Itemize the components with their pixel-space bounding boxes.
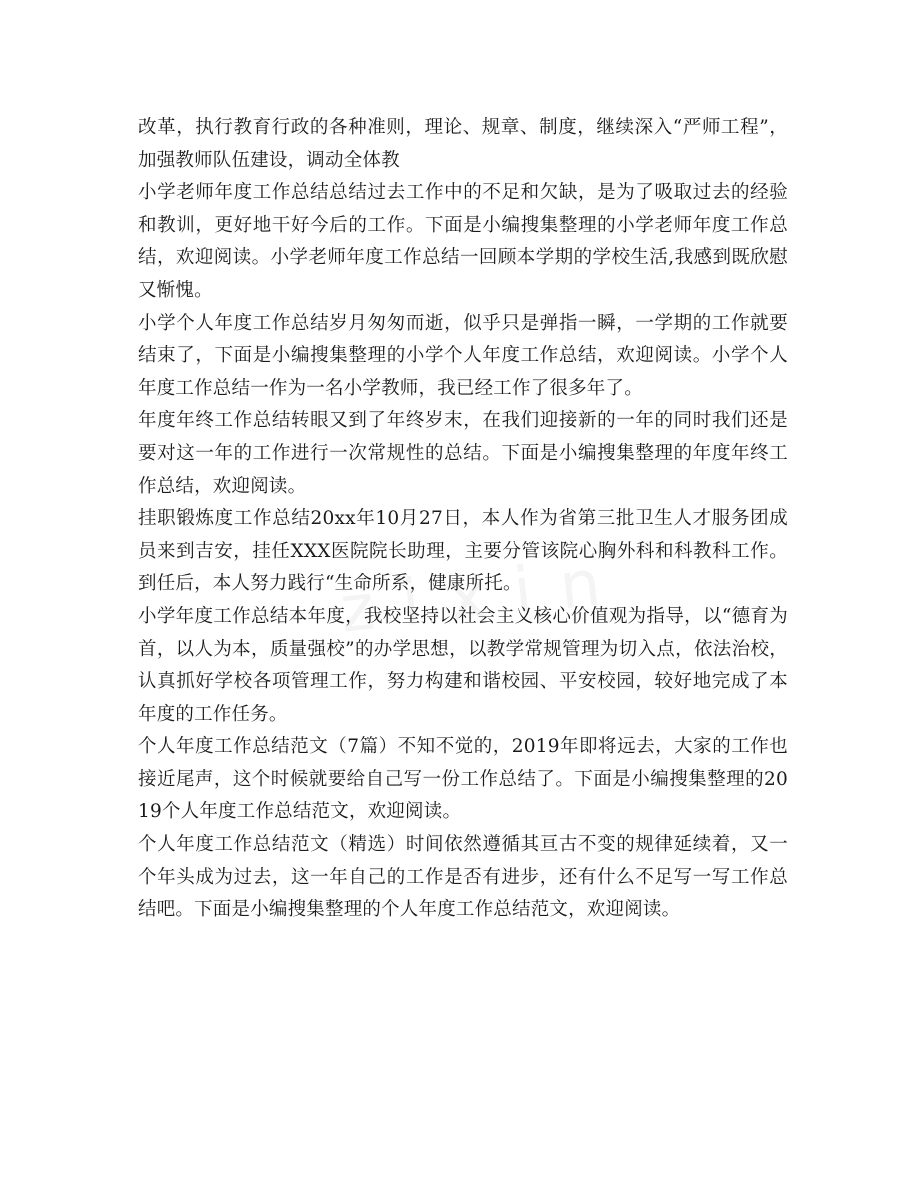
paragraph-1: 改革，执行教育行政的各种准则，理论、规章、制度，继续深入“严师工程”，加强教师队伍建设，调动全体教 [138,117,788,171]
paragraph-8: 个人年度工作总结范文（精选）时间依然遵循其亘古不变的规律延续着，又一个年头成为过去，这一年自己的工作是否有进步，还有什么不足写一写工作总结吧。下面是小编搜集整理的个人年度工作总结范文，欢迎阅读。 [138,834,788,921]
paragraph-3: 小学个人年度工作总结岁月匆匆而逝，似乎只是弹指一瞬，一学期的工作就要结束了，下面是小编搜集整理的小学个人年度工作总结，欢迎阅读。小学个人年度工作总结一作为一名小学教师，我已经工作了很多年了。 [138,312,788,399]
paragraph-7: 个人年度工作总结范文（7篇）不知不觉的，2019年即将远去，大家的工作也接近尾声，这个时候就要给自己写一份工作总结了。下面是小编搜集整理的2019个人年度工作总结范文，欢迎阅读。 [138,736,788,823]
paragraph-6: 小学年度工作总结本年度，我校坚持以社会主义核心价值观为指导，以“德育为首，以人为本，质量强校”的办学思想，以教学常规管理为切入点，依法治校，认真抓好学校各项管理工作，努力构建和谐校园、平安校园，较好地完成了本年度的工作任务。 [138,605,788,725]
paragraph-2: 小学老师年度工作总结总结过去工作中的不足和欠缺，是为了吸取过去的经验和教训，更好地干好今后的工作。下面是小编搜集整理的小学老师年度工作总结，欢迎阅读。小学老师年度工作总结一回顾本学期的学校生活,我感到既欣慰又惭愧。 [138,182,788,301]
paragraph-5: 挂职锻炼度工作总结20xx年10月27日，本人作为省第三批卫生人才服务团成员来到吉安，挂任XXX医院院长助理，主要分管该院心胸外科和科教科工作。到任后，本人努力践行“生命所系，健康所托。 [138,508,788,595]
document-body [138,112,788,927]
paragraph-4: 年度年终工作总结转眼又到了年终岁末，在我们迎接新的一年的同时我们还是要对这一年的工作进行一次常规性的总结。下面是小编搜集整理的年度年终工作总结，欢迎阅读。 [138,410,788,497]
